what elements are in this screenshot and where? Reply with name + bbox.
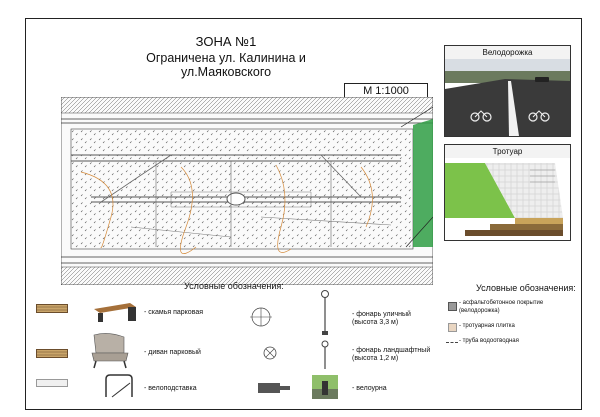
asphalt-swatch [448, 302, 457, 311]
legend-bike-bin-label: - велоурна [352, 385, 387, 392]
page-subtitle: Ограничена ул. Калинина и ул.Маяковского [146, 51, 306, 79]
legend-landscape-lamp-label: - фонарь ландшафтный (высота 1,2 м) [352, 347, 431, 362]
park-sofa-plan-icon [36, 349, 68, 358]
bike-bin-plan-icon [258, 381, 290, 395]
bike-rack-icon [102, 373, 140, 399]
park-sofa-icon [88, 331, 132, 369]
landscape-lamp-icon [318, 339, 332, 371]
site-plan [61, 97, 433, 285]
sidewalk-inset [444, 144, 571, 241]
bike-lane-inset [444, 45, 571, 137]
legend-bench-label: - скамья парковая [144, 309, 204, 316]
drain-pipe-swatch [446, 342, 458, 343]
bike-bin-icon [312, 375, 338, 399]
legend-street-lamp-label: - фонарь уличный (высота 3,3 м) [352, 311, 411, 326]
paving-swatch [448, 323, 457, 332]
sidewalk-caption: Тротуар [445, 145, 570, 159]
legend-bike-rack-label: - велоподставка [144, 385, 197, 392]
legend-left-title: Условные обозначения: [184, 281, 284, 291]
legend-right-title: Условные обозначения: [476, 283, 576, 293]
legend-drain-pipe-label: - труба водоотводная [459, 338, 519, 344]
park-bench-plan-icon [36, 304, 68, 313]
sidewalk-section [445, 158, 570, 240]
bike-lane-caption: Велодорожка [445, 46, 570, 60]
street-lamp-icon [316, 289, 334, 337]
park-bench-icon [92, 301, 138, 323]
bike-rack-plan-icon [36, 379, 68, 387]
legend-sofa-label: - диван парковый [144, 349, 201, 356]
page-title: ЗОНА №1 [195, 34, 257, 49]
scale-label: М 1:1000 [344, 83, 428, 99]
legend-paving-label: - тротуарная плитка [459, 323, 515, 329]
legend-asphalt-label: - асфальтобетонное покрытие (велодорожка) [459, 300, 544, 314]
street-lamp-plan-icon [246, 307, 276, 327]
bike-lane-photo [445, 59, 570, 136]
landscape-lamp-plan-icon [262, 345, 278, 361]
drawing-sheet [25, 18, 582, 410]
